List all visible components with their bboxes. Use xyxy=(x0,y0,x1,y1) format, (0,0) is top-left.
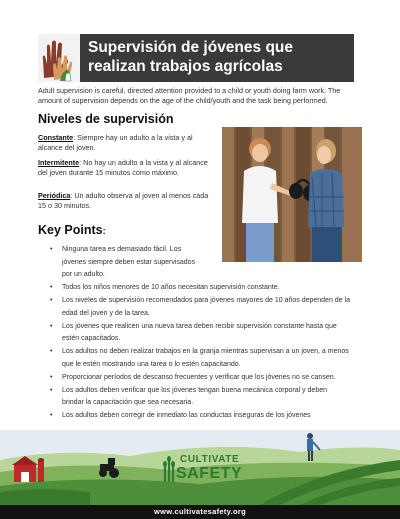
list-item: • Los jóvenes que realicen una nueva tarea deben recibir supervisión constante hasta que estén capacitados. xyxy=(50,321,350,346)
list-item: • Todos los niños menores de 10 años necesitan supervisión constante. xyxy=(50,282,350,295)
key-points-title: Key Points xyxy=(38,223,103,237)
brand-safety: SAFETY xyxy=(176,465,243,482)
list-item: • Los adultos deben verificar que los jóvenes tengan buena mecánica corporal y deben brindar la capacitación que sea necesaria. xyxy=(50,385,350,410)
list-item: • Los niveles de supervisión recomendados para jóvenes mayores de 10 años dependen de la edad del joven y de la tarea. xyxy=(50,295,350,320)
list-item: • Los adultos no deben realizar trabajos en la granja mientras supervisan a un joven, a menos que le estén mostrando una tarea o lo estén capacitando. xyxy=(50,346,350,371)
brand-cultivate: CULTIVATE xyxy=(180,454,240,465)
list-item: • Los adultos deben corregir de inmediato las conductas inseguras de los jóvenes xyxy=(50,410,350,423)
key-points-colon: : xyxy=(102,226,106,236)
level-term: Constante xyxy=(38,133,74,142)
footer-website-link[interactable]: www.cultivatesafety.org xyxy=(0,505,400,519)
level-constant xyxy=(38,133,218,152)
page-title xyxy=(88,38,350,76)
adult-and-youth-photo xyxy=(222,127,362,262)
list-item: • Proporcionar períodos de descanso frecuentes y verificar que los jóvenes no se cansen. xyxy=(50,372,350,385)
wheat-hand-icon xyxy=(162,456,176,482)
title-line-1: Supervisión de jóvenes que xyxy=(88,39,294,56)
levels-heading: Niveles de supervisión xyxy=(38,112,174,126)
key-points-list xyxy=(50,244,350,423)
level-text: : Un adulto observa al joven al menos cada 15 o 30 minutos. xyxy=(38,191,209,210)
cultivate-safety-logo xyxy=(150,454,260,486)
level-term: Periódica xyxy=(38,191,71,200)
level-intermittent xyxy=(38,158,218,177)
hands-logo-icon xyxy=(38,34,80,82)
level-text: : No hay un adulto a la vista y al alcance del joven durante 15 minutos como máximo. xyxy=(38,158,208,177)
key-points-heading xyxy=(38,223,106,237)
page-header xyxy=(38,34,354,82)
title-line-2: realizan trabajos agrícolas xyxy=(88,58,283,75)
level-periodic xyxy=(38,191,218,210)
intro-paragraph: Adult supervision is careful, directed attention provided to a child or youth doing farm work. The amount of supervision depends on the age of the child/youth and the task being performed. xyxy=(38,86,341,105)
list-item: • Ninguna tarea es demasiado fácil. Los jóvenes siempre deben estar supervisados por un adulto. xyxy=(50,244,200,282)
level-text: : Siempre hay un adulto a la vista y al alcance del joven. xyxy=(38,133,193,152)
level-term: Intermitente xyxy=(38,158,80,167)
